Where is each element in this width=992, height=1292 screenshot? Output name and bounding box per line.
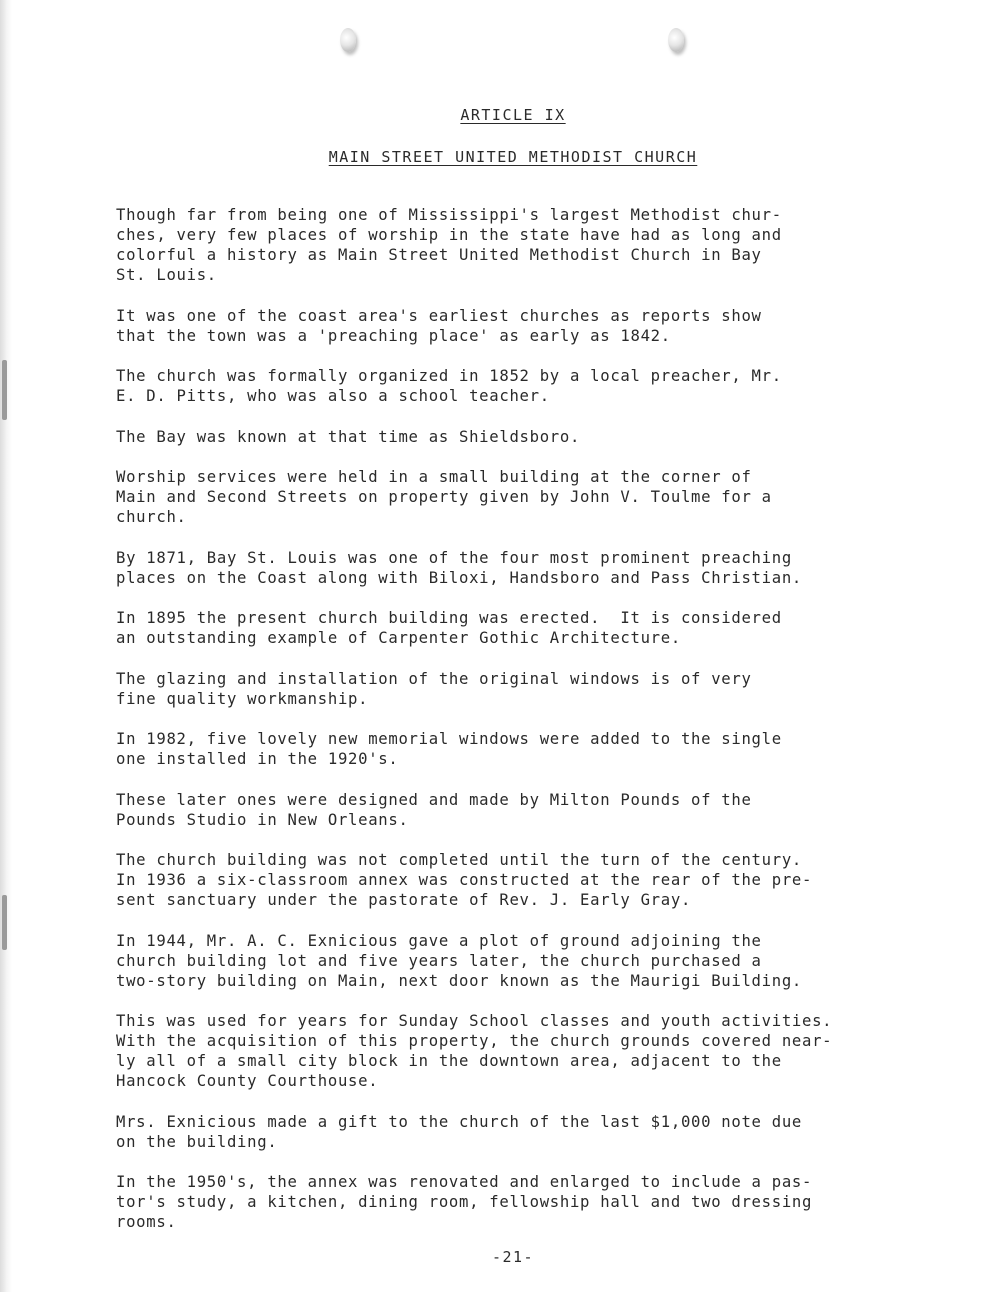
binding-mark bbox=[2, 360, 7, 420]
paragraph: It was one of the coast area's earliest churches as reports show that the town was a 'preaching place' as early as 1842. bbox=[116, 306, 762, 345]
paragraph: The church building was not completed until the turn of the century. In 1936 a six-classroom annex was constructed at the rear of the pre- sent sanctuary under the pastorate of Rev. J. Early Gray. bbox=[116, 851, 813, 909]
paragraph: These later ones were designed and made by Milton Pounds of the Pounds Studio in New Orleans. bbox=[116, 790, 752, 829]
paragraph: This was used for years for Sunday School classes and youth activities. With the acquisition of this property, the church grounds covered near- ly all of a small city block in the downtown area, adjacent to the Hancock County Courthouse. bbox=[116, 1012, 833, 1090]
paragraph: The church was formally organized in 1852 by a local preacher, Mr. E. D. Pitts, who was also a school teacher. bbox=[116, 367, 782, 405]
page-edge-shadow bbox=[0, 0, 12, 1292]
paragraph: The glazing and installation of the original windows is of very fine quality workmanship. bbox=[116, 669, 752, 708]
paragraph: By 1871, Bay St. Louis was one of the four most prominent preaching places on the Coast along with Biloxi, Handsboro and Pass Christian. bbox=[116, 548, 802, 587]
page-number: -21- bbox=[491, 1248, 535, 1266]
article-body bbox=[116, 205, 966, 1253]
paragraph: In 1982, five lovely new memorial windows were added to the single one installed in the 1920's. bbox=[116, 730, 782, 768]
paragraph: In 1895 the present church building was erected. It is considered an outstanding example of Carpenter Gothic Architecture. bbox=[116, 609, 782, 647]
article-heading: ARTICLE IX bbox=[460, 106, 566, 124]
paragraph: In 1944, Mr. A. C. Exnicious gave a plot of ground adjoining the church building lot and five years later, the church purchased a two-story building on Main, next door known as the Maurigi Building. bbox=[116, 931, 802, 990]
paragraph: Mrs. Exnicious made a gift to the church of the last $1,000 note due on the building. bbox=[116, 1112, 802, 1151]
paragraph: In the 1950's, the annex was renovated and enlarged to include a pas- tor's study, a kitchen, dining room, fellowship hall and two dressing rooms. bbox=[116, 1173, 813, 1231]
paragraph: Though far from being one of Mississippi's largest Methodist chur- ches, very few places of worship in the state have had as long and colorful a history as Main Street United Methodist Church in Bay St. Louis. bbox=[116, 206, 782, 284]
binding-mark bbox=[2, 895, 7, 950]
page-title: MAIN STREET UNITED METHODIST CHURCH bbox=[328, 148, 698, 166]
paragraph: The Bay was known at that time as Shieldsboro. bbox=[116, 427, 581, 446]
punch-hole-left bbox=[340, 28, 356, 52]
punch-hole-right bbox=[668, 28, 684, 52]
paragraph: Worship services were held in a small building at the corner of Main and Second Streets on property given by John V. Toulme for a church. bbox=[116, 468, 772, 526]
